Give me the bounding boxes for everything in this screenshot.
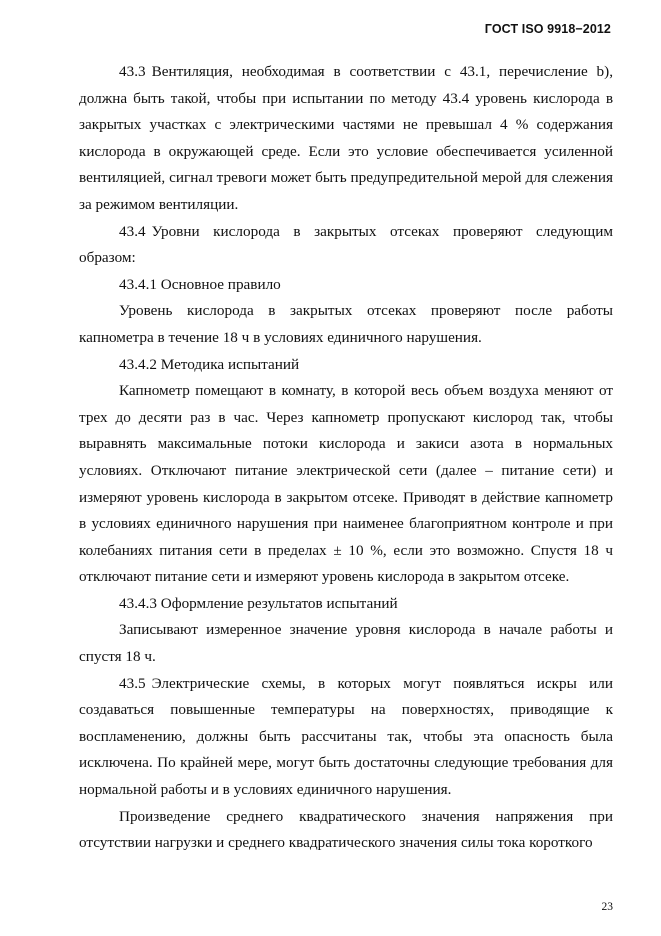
paragraph-43-3 xyxy=(79,59,613,219)
paragraph-text: Уровни кислорода в закрытых отсеках проверяют следующим образом: xyxy=(79,222,613,267)
paragraph-text: Вентиляция, необходимая в соответствии с 43.1, перечисление b), должна быть такой, чтобы при испытании по методу 43.4 уровень кислорода в закрытых участках с электрическими частями не превышал 4 % содержания кислорода в окружающей среде. Если это условие обеспечивается усиленной вентиляцией, сигнал тревоги может быть предупредительной мерой для слежения за режимом вентиляции. xyxy=(79,63,613,213)
paragraph-43-4-3-body: Записывают измеренное значение уровня кислорода в начале работы и спустя 18 ч. xyxy=(79,621,613,666)
paragraph-43-5-continued: Произведение среднего квадратического значения напряжения при отсутствии нагрузки и среднего квадратического значения силы тока короткого xyxy=(79,807,613,852)
page-number: 23 xyxy=(601,901,613,913)
subheading-43-4-2: 43.4.2 Методика испытаний xyxy=(119,355,300,373)
subheading-43-4-1: 43.4.1 Основное правило xyxy=(119,275,281,293)
paragraph-43-4 xyxy=(79,219,613,272)
paragraph-43-5 xyxy=(79,671,613,804)
subheading-43-4-3: 43.4.3 Оформление результатов испытаний xyxy=(119,594,398,612)
paragraph-43-4-2-body: Капнометр помещают в комнату, в которой весь объем воздуха меняют от трех до десяти раз в час. Через капнометр пропускают кислород так, чтобы выравнять максимальные потоки кислорода и закиси азота в нормальных условиях. Отключают питание электрической сети (далее – питание сети) и измеряют уровень кислорода в закрытом отсеке. Приводят в действие капнометр в условиях единичного нарушения при наименее благоприятном контроле и при колебаниях питания сети в пределах ± 10 %, если это возможно. Спустя 18 ч отключают питание сети и измеряют уровень кислорода в закрытом отсеке. xyxy=(79,382,613,586)
clause-number: 43.3 xyxy=(119,63,146,80)
document-code-header: ГОСТ ISO 9918−2012 xyxy=(484,22,611,36)
paragraph-text: Электрические схемы, в которых могут появляться искры или создаваться повышенные температуры на поверхностях, приводящие к воспламенению, должны быть рассчитаны так, чтобы эта опасность была исключена. По крайней мере, могут быть достаточны следующие требования для нормальной работы и в условиях единичного нарушения. xyxy=(79,674,613,799)
paragraph-43-4-1-body: Уровень кислорода в закрытых отсеках проверяют после работы капнометра в течение 18 ч в условиях единичного нарушения. xyxy=(79,302,613,346)
clause-number: 43.4 xyxy=(119,222,146,240)
clause-number: 43.5 xyxy=(119,674,146,692)
body-text xyxy=(79,59,613,857)
